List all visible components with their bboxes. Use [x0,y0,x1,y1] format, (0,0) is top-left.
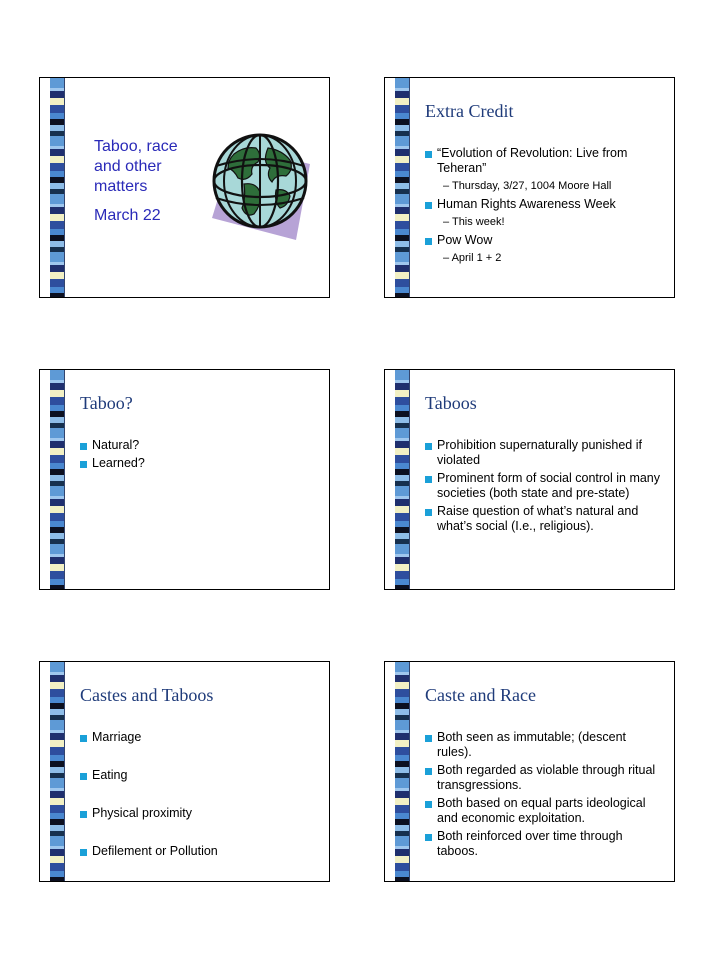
title-block [94,137,194,226]
slide-decor-stripe [395,78,410,297]
slide-decor-stripe [50,662,65,881]
slide-title: Castes and Taboos [80,685,214,705]
bullet-item: Natural? [80,438,317,453]
slide-decor-stripe [50,78,65,297]
bullet-list [80,438,317,474]
slide-title: Caste and Race [425,685,536,705]
slide-decor-stripe [395,370,410,589]
bullet-list [425,730,662,862]
slide-2 [384,77,675,298]
bullet-item: Both seen as immutable; (descent rules). [425,730,662,760]
sub-bullet-item: – This week! [443,216,505,228]
bullet-item: Prohibition supernaturally punished if violated [425,438,662,468]
slide-3 [39,369,330,590]
slide-5 [39,661,330,882]
slide-6 [384,661,675,882]
slide-title: Taboo? [80,393,133,413]
presentation-date: March 22 [94,207,161,224]
bullet-item: Physical proximity [80,806,317,821]
bullet-item: Pow Wow [425,233,662,248]
slide-decor-stripe [395,662,410,881]
bullet-item: Learned? [80,456,317,471]
bullet-item: Prominent form of social control in many societies (both state and pre-state) [425,471,662,501]
slide-1 [39,77,330,298]
bullet-item: Eating [80,768,317,783]
bullet-list [425,438,662,537]
bullet-list [80,730,317,882]
sub-bullet-item: – April 1 + 2 [443,252,502,264]
slide-decor-stripe [50,370,65,589]
bullet-item: Both reinforced over time through taboos. [425,829,662,859]
slide-title: Taboos [425,393,477,413]
bullet-item: Marriage [80,730,317,745]
presentation-title: Taboo, race and other matters [94,138,178,195]
bullet-item: “Evolution of Revolution: Live from Teheran” [425,146,662,176]
slide-4 [384,369,675,590]
bullet-item: Both based on equal parts ideological and economic exploitation. [425,796,662,826]
bullet-list [425,146,662,269]
bullet-item: Defilement or Pollution [80,844,317,859]
slide-title: Extra Credit [425,101,514,121]
bullet-item: Raise question of what’s natural and what’s social (I.e., religious). [425,504,662,534]
bullet-item: Both regarded as violable through ritual transgressions. [425,763,662,793]
globe-image [206,128,316,243]
bullet-item: Human Rights Awareness Week [425,197,662,212]
sub-bullet-item: – Thursday, 3/27, 1004 Moore Hall [443,180,612,192]
